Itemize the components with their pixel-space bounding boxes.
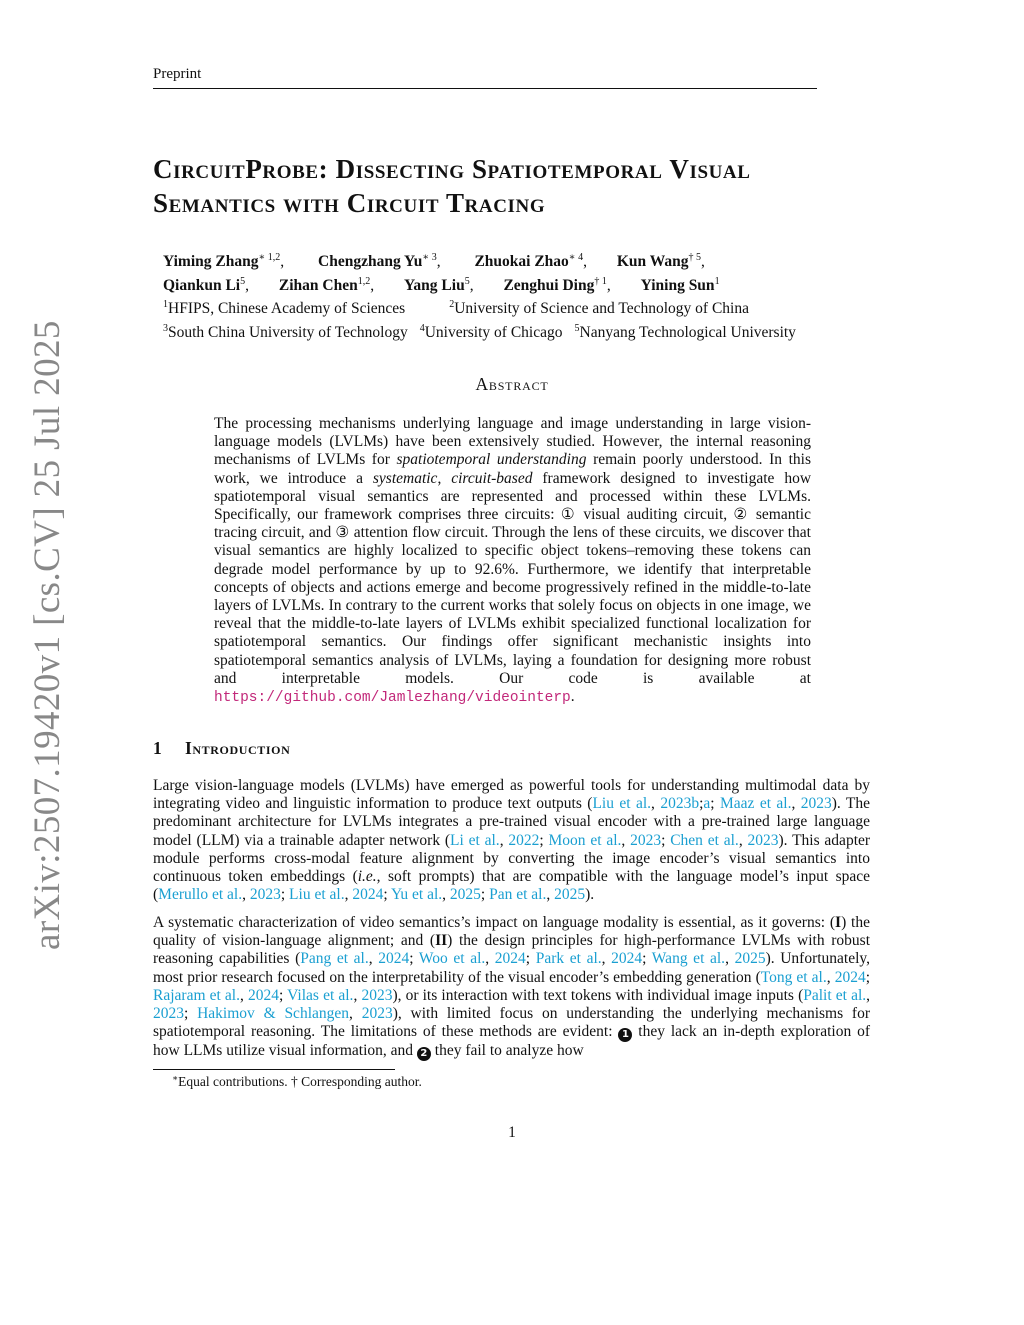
body-text: , bbox=[344, 886, 353, 904]
author-mark: ∗ 1,2 bbox=[258, 252, 281, 263]
authors-row-2: Qiankun Li$^5$, Zihan Chen$^{1,2}$, Yang Liu$^5$, Zenghui Ding$^{\dagger 1}$, Yining Sun$^1$ bbox=[163, 275, 720, 294]
citation-link[interactable]: 2024 bbox=[352, 886, 384, 904]
author-name: Yining Sun bbox=[640, 276, 715, 294]
body-text: ; bbox=[480, 886, 490, 904]
author-mark: 1,2 bbox=[357, 275, 371, 287]
citation-link[interactable]: Liu et al. bbox=[592, 795, 652, 813]
citation-link[interactable]: Li et al. bbox=[450, 831, 500, 849]
citation-link[interactable]: 2023 bbox=[361, 986, 393, 1004]
citation-link[interactable]: 2023b bbox=[660, 795, 700, 813]
citation-link[interactable]: Yu et al. bbox=[390, 886, 443, 904]
author-mark: 5 bbox=[464, 275, 470, 287]
body-text: , bbox=[442, 886, 450, 904]
citation-link[interactable]: a bbox=[703, 795, 711, 813]
body-text: ; bbox=[280, 886, 290, 904]
affiliation-mark: 1 bbox=[163, 299, 168, 310]
citation-link[interactable]: Pan et al. bbox=[489, 886, 547, 904]
body-text: ). Unfortunately, most prior research focused on the interpretability of the visual encoder’s embedding generation ( bbox=[153, 950, 871, 986]
affiliation-mark: 5 bbox=[574, 322, 580, 334]
citation-link[interactable]: Merullo et al. bbox=[158, 886, 243, 904]
body-text: , bbox=[601, 950, 612, 968]
affiliation-mark: 2 bbox=[449, 299, 455, 310]
footnote-text: Equal contributions. † Corresponding author. bbox=[178, 1074, 422, 1089]
citation-link[interactable]: 2023 bbox=[153, 1005, 184, 1023]
body-text: ; bbox=[865, 968, 870, 986]
citation-link[interactable]: Chen et al. bbox=[670, 831, 739, 849]
body-text: , bbox=[866, 986, 871, 1004]
affiliation: South China University of Technology bbox=[168, 323, 408, 341]
citation-link[interactable]: Tong et al. bbox=[760, 968, 827, 986]
citation-link[interactable]: 2023 bbox=[747, 831, 779, 849]
body-text: ). This adapter module performs cross-modal feature alignment by converting the image encoder’s visual semantics into continuous token embeddings ( bbox=[153, 831, 871, 886]
body-text: ; bbox=[184, 1005, 198, 1023]
body-text: ) the quality of vision-language alignment; and ( bbox=[153, 914, 870, 950]
body-text: ; bbox=[710, 795, 720, 813]
citation-link[interactable]: 2023 bbox=[800, 795, 832, 813]
abstract-emphasis: systematic bbox=[372, 469, 438, 487]
body-emphasis: i.e. bbox=[357, 868, 377, 886]
body-text: , bbox=[368, 950, 379, 968]
numbered-bullet-icon: 2 bbox=[417, 1047, 431, 1061]
section-number: 1 bbox=[153, 738, 162, 758]
citation-link[interactable]: 2024 bbox=[378, 950, 410, 968]
body-text: , bbox=[240, 986, 248, 1004]
citation-link[interactable]: Rajaram et al. bbox=[153, 986, 240, 1004]
citation-link[interactable]: Hakimov & Schlangen bbox=[197, 1005, 350, 1023]
author-name: Yang Liu bbox=[403, 276, 465, 294]
body-text: ; bbox=[661, 831, 671, 849]
author-mark: ∗ 4 bbox=[568, 252, 584, 263]
affiliation: Nanyang Technological University bbox=[579, 323, 796, 341]
citation-link[interactable]: 2023 bbox=[361, 1005, 393, 1023]
author-name: Kun Wang bbox=[616, 253, 689, 270]
body-text: , soft prompts) that are compatible with the language model’s input space ( bbox=[153, 868, 870, 904]
body-text: ), or its interaction with text tokens with individual image inputs ( bbox=[392, 986, 804, 1004]
author-block bbox=[163, 248, 883, 342]
running-header: Preprint bbox=[153, 66, 202, 82]
body-text: ; bbox=[525, 950, 536, 968]
body-text: ; bbox=[279, 986, 288, 1004]
body-text: , bbox=[621, 831, 631, 849]
body-text: they lack an in-depth exploration of how LLMs utilize visual information, and bbox=[153, 1023, 870, 1060]
affiliations-row-1 bbox=[163, 295, 883, 319]
body-text: they fail to analyze how bbox=[430, 1042, 584, 1060]
author-name: Yiming Zhang bbox=[163, 253, 259, 270]
body-text: , bbox=[725, 950, 735, 968]
citation-link[interactable]: 2025 bbox=[734, 950, 766, 968]
body-text: , bbox=[353, 986, 362, 1004]
abstract-text: . bbox=[570, 688, 575, 706]
citation-link[interactable]: Liu et al. bbox=[289, 886, 345, 904]
body-text: ; bbox=[383, 886, 391, 904]
citation-link[interactable]: Maaz et al. bbox=[720, 795, 792, 813]
author-name: Zihan Chen bbox=[278, 276, 358, 294]
citation-link[interactable]: 2023 bbox=[249, 886, 281, 904]
abstract-text: remain poorly understood. In this work, we introduce a bbox=[214, 451, 811, 487]
title-line-2: Semantics with Circuit Tracing bbox=[153, 188, 546, 218]
body-bold: II bbox=[435, 932, 448, 950]
citation-link[interactable]: Moon et al. bbox=[548, 831, 622, 849]
section-title: Introduction bbox=[185, 738, 291, 758]
author-mark: 1 bbox=[714, 275, 720, 287]
authors-row-1: Yiming Zhang$^{∗ 1,2}$, Chengzhang $Yu^{∗ 3}$, Zhuokai Zhao$^{∗ 4}$, Kun Wang$^{\dagger 5}$, bbox=[163, 252, 705, 270]
affiliation-mark: 3 bbox=[163, 322, 168, 334]
citation-link[interactable]: 2025 bbox=[449, 886, 481, 904]
body-text: A systematic characterization of video semantics’s impact on language modality is essential, as it governs: ( bbox=[153, 914, 836, 931]
affiliation: University of Science and Technology of China bbox=[454, 300, 749, 317]
numbered-bullet-icon: 1 bbox=[618, 1028, 632, 1042]
author-mark: ∗ 3 bbox=[422, 252, 437, 263]
citation-link[interactable]: 2023 bbox=[630, 831, 662, 849]
section-heading bbox=[153, 738, 290, 759]
citation-link[interactable]: 2025 bbox=[554, 886, 586, 904]
citation-link[interactable]: 2022 bbox=[508, 831, 540, 849]
abstract-heading: Abstract bbox=[475, 374, 549, 394]
citation-link[interactable]: Vilas et al. bbox=[287, 986, 354, 1004]
author-name: Zhuokai Zhao bbox=[474, 253, 569, 270]
body-text: , bbox=[349, 1005, 362, 1023]
citation-link[interactable]: Palit et al. bbox=[803, 986, 867, 1004]
author-name: Qiankun Li bbox=[163, 276, 241, 294]
footnote-rule bbox=[153, 1069, 395, 1070]
body-text: , bbox=[651, 795, 661, 813]
author-mark: 5 bbox=[240, 275, 246, 287]
citation-link[interactable]: 2024 bbox=[611, 950, 643, 968]
abstract-body bbox=[214, 415, 811, 707]
body-text: ), with limited focus on understanding the underlying mechanisms for spatiotemporal reasoning. The limitations of these methods are evident: bbox=[153, 1005, 871, 1041]
abstract-text: The processing mechanisms underlying language and image understanding in large vision-language models (LVLMs) have been extensively studied. However, the internal reasoning mechanisms of LVLMs for bbox=[214, 415, 811, 469]
citation-link[interactable]: Woo et al. bbox=[418, 950, 486, 968]
paper-title bbox=[153, 152, 873, 220]
affiliation: HFIPS, Chinese Academy of Sciences bbox=[168, 300, 406, 317]
body-text: ; bbox=[539, 831, 549, 849]
page-number: 1 bbox=[508, 1124, 516, 1141]
body-text: , bbox=[791, 795, 801, 813]
citation-link[interactable]: 2024 bbox=[494, 950, 526, 968]
body-text: ; bbox=[699, 795, 704, 813]
body-bold: I bbox=[835, 914, 842, 931]
citation-link[interactable]: 2024 bbox=[248, 986, 279, 1004]
author-name: Chengzhang Yu bbox=[318, 253, 423, 270]
affiliation: University of Chicago bbox=[424, 323, 563, 341]
body-text: , bbox=[546, 886, 555, 904]
body-text: ; bbox=[409, 950, 419, 968]
abstract-text: , bbox=[437, 469, 452, 487]
intro-paragraph-2 bbox=[153, 914, 870, 1061]
body-text: Large vision-language models (LVLMs) have emerged as powerful tools for understanding multimodal data by integrating video and linguistic information to produce text outputs ( bbox=[153, 777, 870, 813]
body-text: ; bbox=[642, 950, 652, 968]
author-mark: † 5 bbox=[688, 252, 702, 263]
footnote-mark: ∗ bbox=[172, 1073, 179, 1083]
body-text: , bbox=[499, 831, 509, 849]
body-text: ) the design principles for high-performance LVLMs with robust reasoning capabilities ( bbox=[153, 932, 871, 968]
affiliation-mark: 4 bbox=[419, 322, 425, 334]
abstract-emphasis: spatiotemporal understanding bbox=[396, 451, 587, 469]
citation-link[interactable]: Wang et al. bbox=[651, 950, 726, 968]
body-text: ). The predominant architecture for LVLMs integrates a pre-trained visual encoder with a pre-trained large language model (LLM) via a trainable adapter network ( bbox=[153, 795, 871, 849]
body-text: , bbox=[485, 950, 495, 968]
code-url-link[interactable]: https://github.com/Jamlezhang/videointerp bbox=[214, 690, 571, 707]
body-text: , bbox=[242, 886, 250, 904]
header-rule bbox=[153, 88, 817, 89]
body-text: , bbox=[738, 831, 748, 849]
body-text: ). bbox=[585, 886, 595, 904]
footnote bbox=[172, 1073, 422, 1090]
affiliations-row-2 bbox=[163, 319, 883, 343]
body-text: , bbox=[826, 968, 835, 986]
title-line-1: CircuitProbe: Dissecting Spatiotemporal Visual bbox=[153, 154, 751, 184]
arxiv-identifier[interactable]: arXiv:2507.19420v1 [cs.CV] 25 Jul 2025 bbox=[27, 320, 68, 950]
author-mark: † 1 bbox=[594, 275, 607, 287]
abstract-emphasis: circuit-based bbox=[451, 469, 533, 487]
abstract-text: framework designed to investigate how spatiotemporal visual semantics are represented and processed within these LVLMs. Specifically, our framework comprises three circuits: ① visual auditing circuit, ② semantic tracing circuit, and ③ attention flow circuit. Through the lens of these circuits, we discover that visual semantics are highly localized to specific object tokens–removing these tokens can degrade model performance by up to 92.6%. Furthermore, we identify that interpretable concepts of objects and actions emerge and become progressively refined in the middle-to-late layers of LVLMs. In contrary to the current works that solely focus on objects in one image, we reveal that the middle-to-late layers of LVLMs exhibit specialized functional localization for spatiotemporal semantics. Our findings offer significant mechanistic insights into spatiotemporal semantics analysis of LVLMs, laying a foundation for designing more robust and interpretable models. Our code is available at bbox=[214, 469, 812, 687]
author-name: Zenghui Ding bbox=[503, 276, 595, 294]
citation-link[interactable]: Pang et al. bbox=[300, 950, 369, 968]
citation-link[interactable]: Park et al. bbox=[535, 950, 602, 968]
citation-link[interactable]: 2024 bbox=[834, 968, 866, 986]
intro-paragraph-1 bbox=[153, 777, 870, 904]
